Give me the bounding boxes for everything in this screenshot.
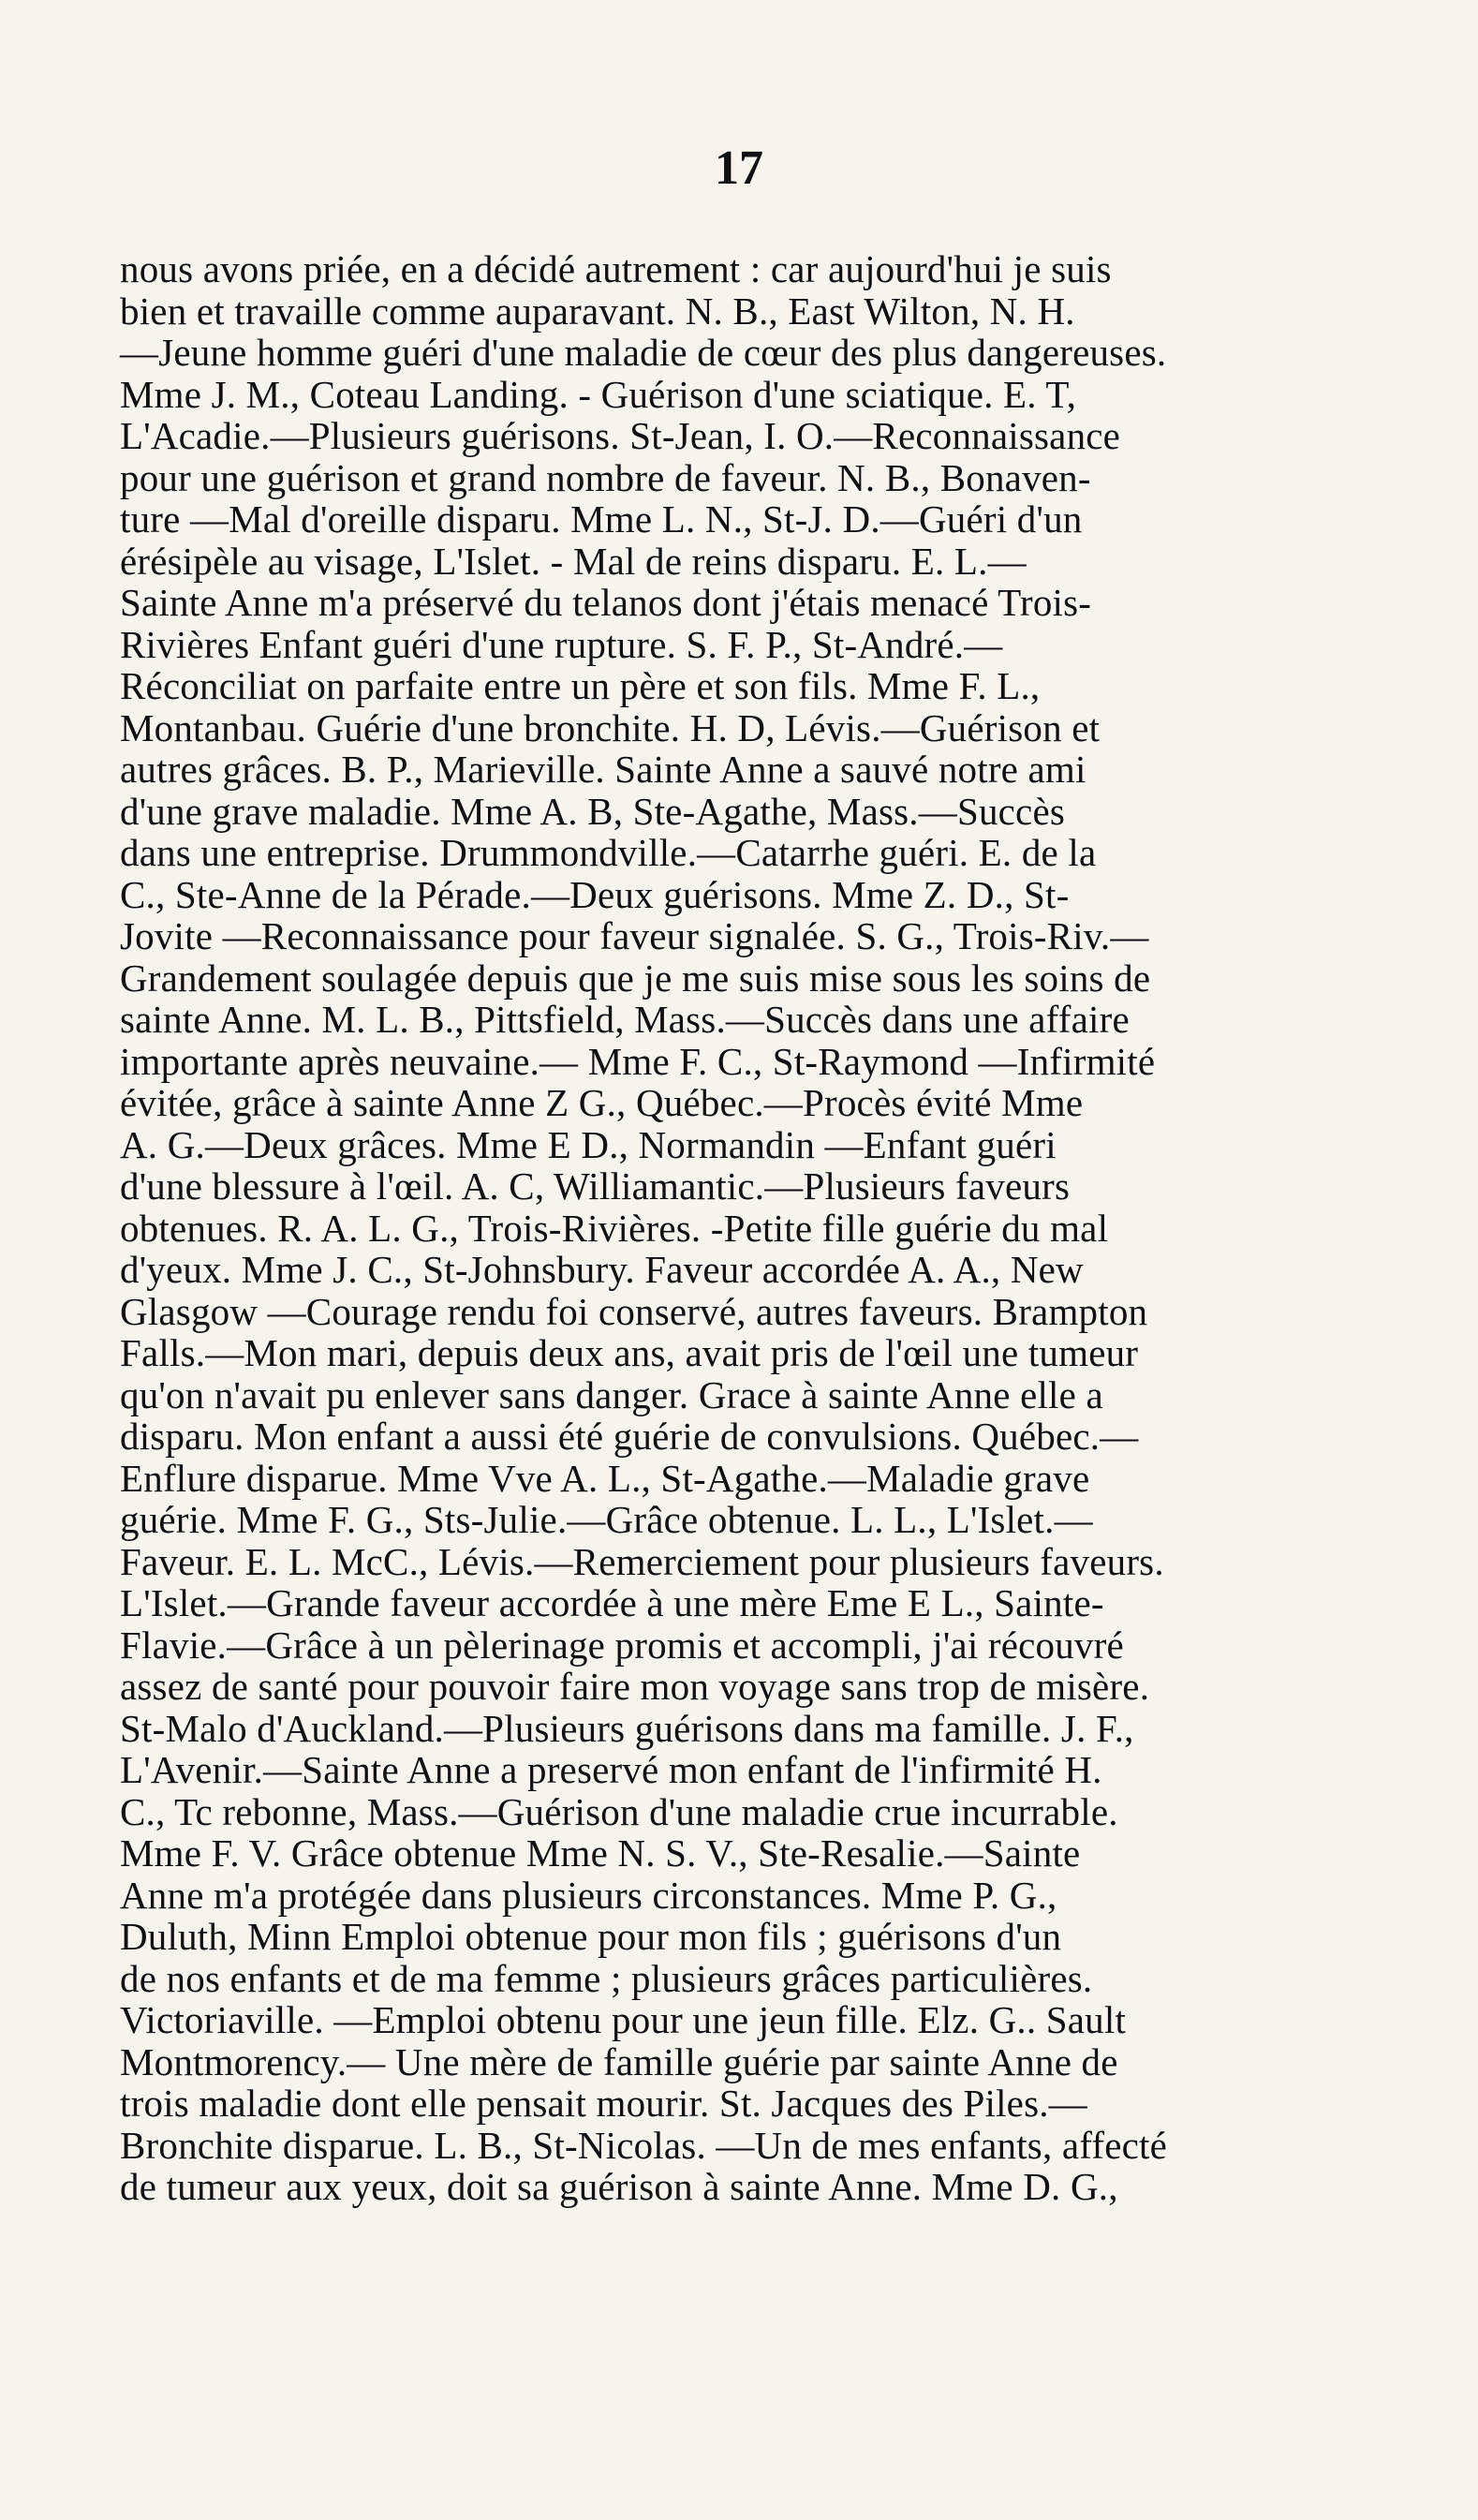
text-line: pour une guérison et grand nombre de faveur. N. B., Bonaven-	[120, 455, 1091, 499]
text-line: Jovite —Reconnaissance pour faveur signalée. S. G., Trois-Riv.—	[120, 914, 1149, 957]
text-line: dans une entreprise. Drummondville.—Catarrhe guéri. E. de la	[120, 831, 1097, 874]
text-line: Sainte Anne m'a préservé du telanos dont j'étais menacé Trois-	[120, 581, 1092, 624]
text-line: autres grâces. B. P., Marieville. Sainte Anne a sauvé notre ami	[120, 748, 1086, 791]
text-line: trois maladie dont elle pensait mourir. St. Jacques des Piles.—	[120, 2082, 1087, 2125]
text-line: St-Malo d'Auckland.—Plusieurs guérisons dans ma famille. J. F.,	[120, 1706, 1134, 1750]
text-line: assez de santé pour pouvoir faire mon voyage sans trop de misère.	[120, 1665, 1150, 1708]
text-line: Grandement soulagée depuis que je me suis mise sous les soins de	[120, 956, 1151, 1000]
text-line: guérie. Mme F. G., Sts-Julie.—Grâce obtenue. L. L., L'Islet.—	[120, 1498, 1093, 1541]
text-line: d'yeux. Mme J. C., St-Johnsbury. Faveur accordée A. A., New	[120, 1248, 1084, 1291]
body-text	[120, 248, 1302, 2208]
text-line: L'Acadie.—Plusieurs guérisons. St-Jean, I. O.—Reconnaissance	[120, 414, 1121, 457]
text-line: Anne m'a protégée dans plusieurs circonstances. Mme P. G.,	[120, 1873, 1057, 1917]
text-line: C., Tc rebonne, Mass.—Guérison d'une maladie crue incurrable.	[120, 1789, 1118, 1833]
text-line: sainte Anne. M. L. B., Pittsfield, Mass.—Succès dans une affaire	[120, 998, 1130, 1041]
text-line: importante après neuvaine.— Mme F. C., St-Raymond —Infirmité	[120, 1039, 1156, 1083]
text-line: qu'on n'avait pu enlever sans danger. Grace à sainte Anne elle a	[120, 1372, 1103, 1416]
text-line: évitée, grâce à sainte Anne Z G., Québec.—Procès évité Mme	[120, 1081, 1084, 1124]
text-line: A. G.—Deux grâces. Mme E D., Normandin —Enfant guéri	[120, 1122, 1057, 1166]
text-line: Duluth, Minn Emploi obtenue pour mon fils ; guérisons d'un	[120, 1915, 1062, 1958]
text-line: Faveur. E. L. McC., Lévis.—Remerciement pour plusieurs faveurs.	[120, 1539, 1164, 1583]
text-line: Flavie.—Grâce à un pèlerinage promis et accompli, j'ai récouvré	[120, 1623, 1124, 1667]
text-line: Réconciliat on parfaite entre un père et son fils. Mme F. L.,	[120, 664, 1041, 707]
text-line: Rivières Enfant guéri d'une rupture. S. F. P., St-André.—	[120, 622, 1003, 666]
text-line: L'Islet.—Grande faveur accordée à une mère Eme E L., Sainte-	[120, 1581, 1104, 1624]
text-line: Bronchite disparue. L. B., St-Nicolas. —Un de mes enfants, affecté	[120, 2123, 1167, 2167]
text-line: L'Avenir.—Sainte Anne a preservé mon enfant de l'infirmité H.	[120, 1748, 1102, 1791]
page-number: 17	[715, 141, 763, 195]
text-line: disparu. Mon enfant a aussi été guérie de convulsions. Québec.—	[120, 1415, 1139, 1458]
text-line: de nos enfants et de ma femme ; plusieurs grâces particulières.	[120, 1956, 1093, 2000]
text-line: C., Ste-Anne de la Pérade.—Deux guérisons. Mme Z. D., St-	[120, 872, 1070, 916]
text-line: d'une grave maladie. Mme A. B, Ste-Agathe, Mass.—Succès	[120, 789, 1065, 833]
text-line: Glasgow —Courage rendu foi conservé, autres faveurs. Brampton	[120, 1289, 1148, 1333]
text-line: de tumeur aux yeux, doit sa guérison à sainte Anne. Mme D. G.,	[120, 2165, 1118, 2208]
text-line: d'une blessure à l'œil. A. C, Williamantic.—Plusieurs faveurs	[120, 1164, 1071, 1208]
text-line: Mme J. M., Coteau Landing. - Guérison d'une sciatique. E. T,	[120, 372, 1077, 416]
text-line: —Jeune homme guéri d'une maladie de cœur des plus dangereuses.	[120, 331, 1167, 374]
text-line: Enflure disparue. Mme Vve A. L., St-Agathe.—Maladie grave	[120, 1456, 1090, 1500]
text-line: ture —Mal d'oreille disparu. Mme L. N., St-J. D.—Guéri d'un	[120, 497, 1083, 541]
text-line: nous avons priée, en a décidé autrement : car aujourd'hui je suis	[120, 247, 1112, 290]
text-line: obtenues. R. A. L. G., Trois-Rivières. -Petite fille guérie du mal	[120, 1206, 1109, 1250]
text-line: Montmorency.— Une mère de famille guérie par sainte Anne de	[120, 2039, 1118, 2083]
text-line: Mme F. V. Grâce obtenue Mme N. S. V., Ste-Resalie.—Sainte	[120, 1831, 1081, 1875]
text-line: Falls.—Mon mari, depuis deux ans, avait pris de l'œil une tumeur	[120, 1331, 1139, 1374]
text-line: érésipèle au visage, L'Islet. - Mal de reins disparu. E. L.—	[120, 539, 1027, 583]
text-line: bien et travaille comme auparavant. N. B., East Wilton, N. H.	[120, 289, 1075, 333]
text-line: Victoriaville. —Emploi obtenu pour une jeun fille. Elz. G.. Sault	[120, 1998, 1127, 2041]
text-line: Montanbau. Guérie d'une bronchite. H. D, Lévis.—Guérison et	[120, 705, 1101, 749]
